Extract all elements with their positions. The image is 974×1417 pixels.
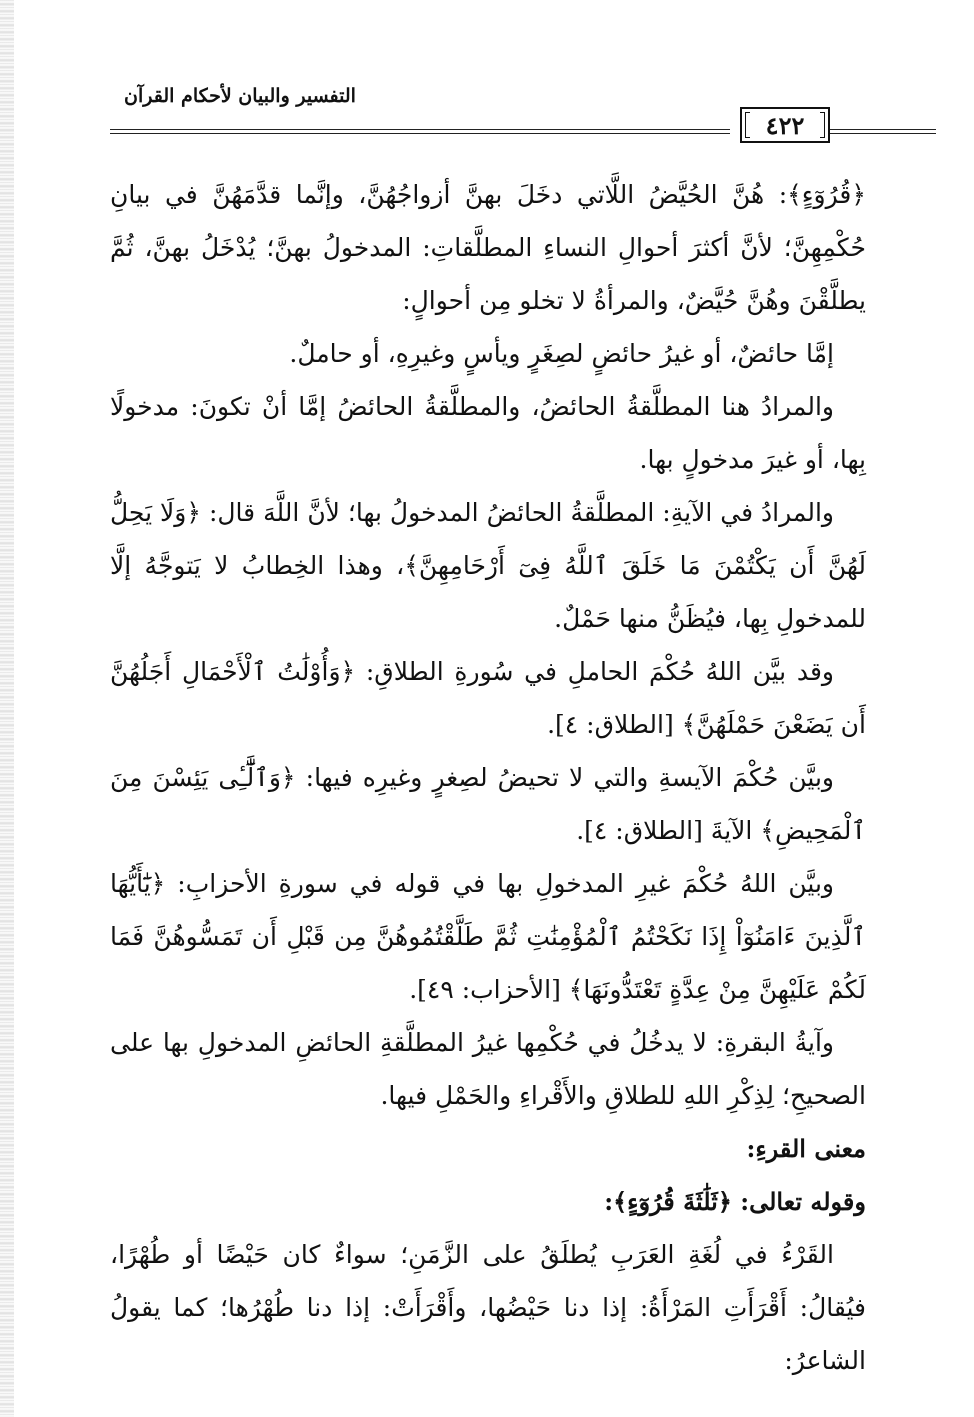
page-header <box>110 85 910 155</box>
paragraph-3: والمرادُ هنا المطلَّقةُ الحائضُ، والمطلَّقةُ الحائضُ إمَّا أنْ تكونَ: مدخولًا بِها، أو غيرَ مدخولٍ بها. <box>110 392 866 474</box>
paragraph-6: وبيَّن حُكْمَ الآيسةِ والتي لا تحيضُ لصِغرٍ وغيرِه فيها: ﴿وَٱلَّٰٓـِٔى يَئِسْنَ مِنَ ٱلْمَحِيضِ﴾ الآيةَ [الطلاق: ٤]. <box>110 763 866 845</box>
sub-heading: وقوله تعالى: ﴿ثَلَٰثَةَ قُرُوٓءٍ﴾: <box>604 1187 866 1216</box>
main-text <box>110 168 866 1387</box>
book-spine-shadow <box>0 0 14 1417</box>
header-rule <box>110 129 730 134</box>
paragraph-1: ﴿قُرُوٓءٍ﴾: هُنَّ الحُيَّضُ اللَّاتي دخَلَ بهنَّ أزواجُهُنَّ، وإنَّما قدَّمَهُنَّ في بيانِ حُكْمِهِنَّ؛ لأنَّ أكثرَ أحوالِ النساءِ المطلَّقاتِ: المدخولُ بهنَّ؛ يُدْخَلُ بهنَّ، ثُمَّ يطلَّقْنَ وهُنَّ حُيَّضٌ، والمرأةُ لا تخلو مِن أحوالٍ: <box>110 180 866 315</box>
closing-paragraph: القَرْءُ في لُغَةِ العَرَبِ يُطلَقُ على الزَّمَنِ؛ سواءٌ كان حَيْضًا أو طُهْرًا، فيُقالُ: أَقْرَأَتِ المَرْأَةُ: إذا دنا حَيْضُها، وأَقْرَأَتْ: إذا دنا طُهْرُها؛ كما يقولُ الشاعرُ: <box>110 1240 866 1375</box>
paragraph-2: إمَّا حائضٌ، أو غيرُ حائضٍ لصِغَرٍ ويأسٍ وغيرِهِ، أو حاملٌ. <box>289 339 834 368</box>
section-heading: معنى القرءِ: <box>746 1134 866 1163</box>
page-number-frame <box>740 107 830 143</box>
paragraph-5: وقد بيَّن اللهُ حُكْمَ الحاملِ في سُورةِ الطلاقِ: ﴿وَأُوْلَٰتُ ٱلْأَحْمَالِ أَجَلُهُنَّ أَن يَضَعْنَ حَمْلَهُنَّ﴾ [الطلاق: ٤]. <box>110 657 866 739</box>
paragraph-7: وبيَّن اللهُ حُكْمَ غيرِ المدخولِ بها في قوله في سورةِ الأحزابِ: ﴿يَٰٓأَيُّهَا ٱلَّذِينَ ءَامَنُوٓاْ إِذَا نَكَحْتُمُ ٱلْمُؤْمِنَٰتِ ثُمَّ طَلَّقْتُمُوهُنَّ مِن قَبْلِ أَن تَمَسُّوهُنَّ فَمَا لَكُمْ عَلَيْهِنَّ مِنْ عِدَّةٍ تَعْتَدُّونَهَا﴾ [الأحزاب: ٤٩]. <box>110 869 866 1004</box>
paragraph-4: والمرادُ في الآيةِ: المطلَّقةُ الحائضُ المدخولُ بها؛ لأنَّ اللَّهَ قال: ﴿وَلَا يَحِلُّ لَهُنَّ أَن يَكْتُمْنَ مَا خَلَقَ ٱللَّهُ فِىٓ أَرْحَامِهِنَّ﴾، وهذا الخِطابُ لا يَتوجَّهُ إلَّا للمدخولِ بِها، فيُظَنُّ منها حَمْلٌ. <box>110 498 866 633</box>
paragraph-8: وآيةُ البقرةِ: لا يدخُلُ في حُكْمِها غيرُ المطلَّقةِ الحائضِ المدخولِ بها على الصحيحِ؛ لِذِكْرِ اللهِ للطلاقِ والأَقْراءِ والحَمْلِ فيها. <box>110 1028 866 1110</box>
running-title: التفسير والبيان لأحكام القرآن <box>124 85 356 107</box>
page-number: ٤٢٢ <box>765 110 805 140</box>
